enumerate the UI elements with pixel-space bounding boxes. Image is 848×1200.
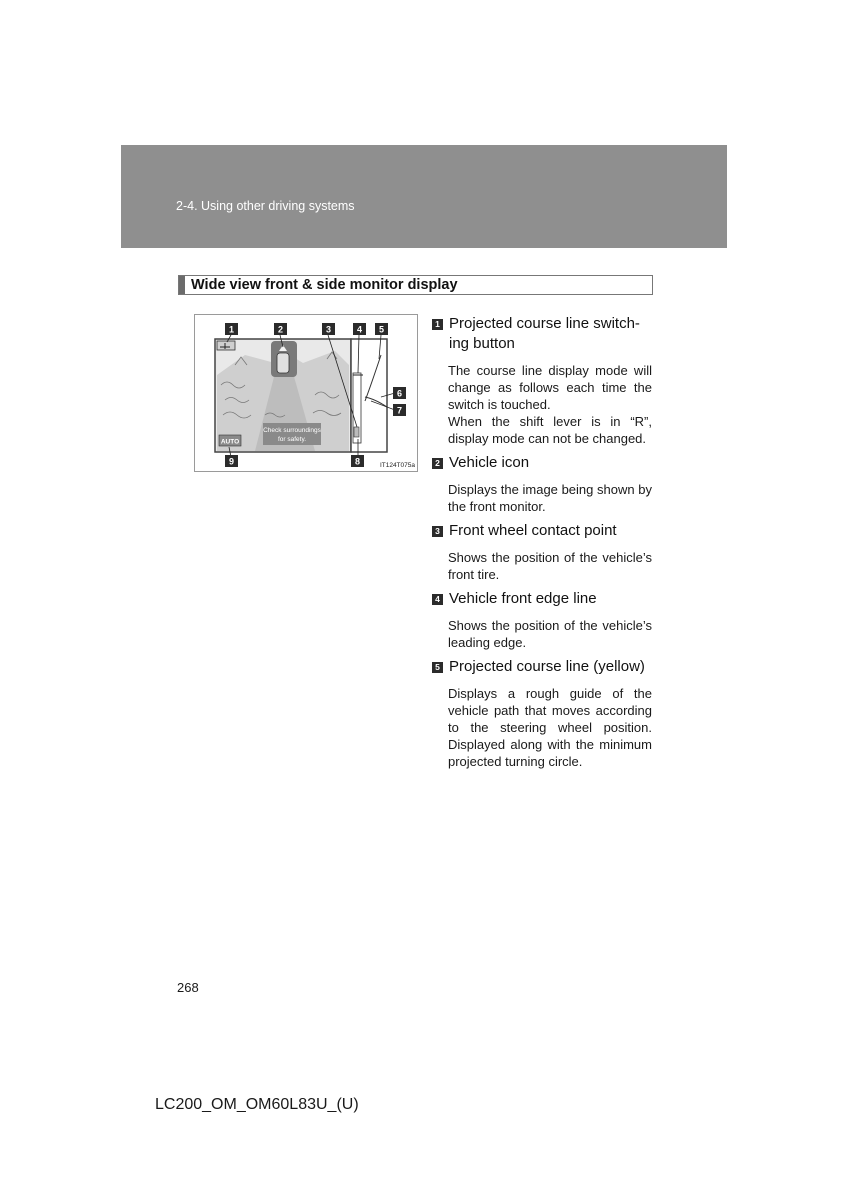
item-heading [432,521,652,541]
list-item [432,453,652,515]
item-heading [432,314,652,354]
callout-7: 7 [396,405,403,416]
item-heading [432,453,652,473]
list-item [432,657,652,770]
safety-message-line2: for safety. [277,436,307,443]
item-heading [432,657,652,677]
callout-3: 3 [325,324,332,335]
item-title: Projected course line (yellow) [449,658,645,675]
section-heading-bar [179,276,185,294]
course-line-switch-button[interactable] [217,341,235,350]
figure-code: IT124T075a [379,462,415,469]
page-number: 268 [177,980,199,995]
item-description-paragraph: When the shift lever is in “R”, display mode can not be changed. [448,414,652,446]
callout-9: 9 [228,456,235,467]
monitor-illustration-graphic [195,315,419,473]
item-description-paragraph: Displays a rough guide of the vehicle path that moves according to the steering wheel position. Displayed along with the minimum projected turning circle. [448,686,652,769]
item-title-line: Projected course line switch- [449,315,640,332]
auto-mode-label: AUTO [220,438,240,446]
front-wheel-contact-point [354,427,359,437]
item-description-paragraph: Shows the position of the vehicle’s leading edge. [448,618,652,650]
callout-1: 1 [228,324,235,335]
chapter-header-band [121,145,727,248]
item-description [448,481,652,515]
safety-message-line1: Check surroundings [263,427,321,434]
item-description [448,685,652,770]
item-description-paragraph: The course line display mode will change as follows each time the switch is touched. [448,363,652,412]
item-number-badge: 4 [432,594,443,605]
list-item [432,314,652,447]
section-title: Wide view front & side monitor display [191,277,458,293]
item-title: Front wheel contact point [449,522,617,539]
section-heading [178,275,653,295]
item-title: Vehicle icon [449,454,530,471]
document-code: LC200_OM_OM60L83U_(U) [155,1096,359,1113]
callout-8: 8 [354,456,361,467]
list-item [432,589,652,651]
callout-5: 5 [378,324,385,335]
item-number-badge: 5 [432,662,443,673]
item-number-badge: 1 [432,319,443,330]
list-item [432,521,652,583]
item-description [448,549,652,583]
item-heading [432,589,652,609]
item-title [449,314,640,354]
item-description-paragraph: Shows the position of the vehicle’s front tire. [448,550,652,582]
vehicle-icon [277,353,289,373]
item-description-paragraph: Displays the image being shown by the front monitor. [448,482,652,514]
item-number-badge: 2 [432,458,443,469]
callout-6: 6 [396,388,403,399]
item-title-line: ing button [449,335,515,352]
item-number-badge: 3 [432,526,443,537]
item-description [448,362,652,447]
item-title: Vehicle front edge line [449,590,597,607]
callout-4: 4 [356,324,363,335]
callout-2: 2 [277,324,284,335]
breadcrumb: 2-4. Using other driving systems [176,199,355,213]
monitor-illustration [194,314,418,472]
callout-descriptions [432,314,652,776]
item-description [448,617,652,651]
